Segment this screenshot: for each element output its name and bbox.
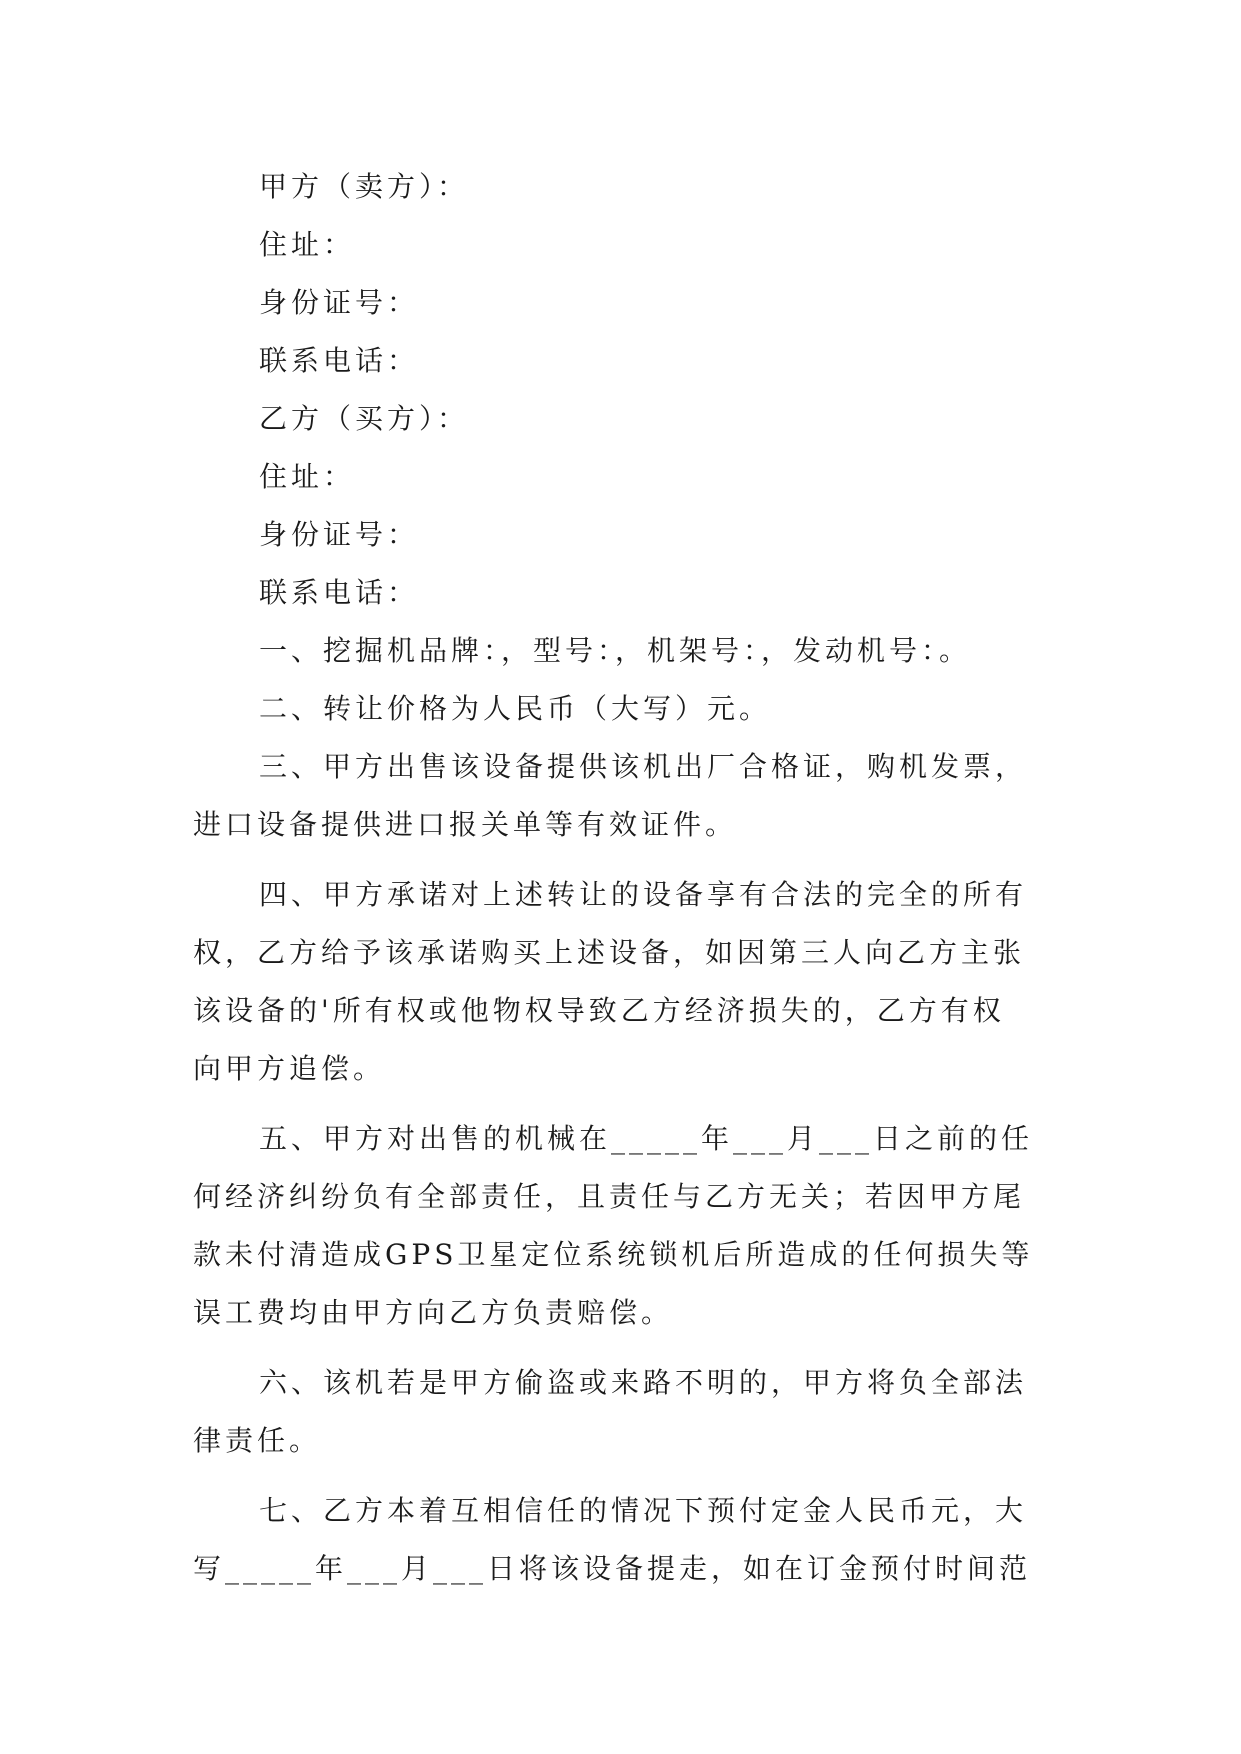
clause-5-line: 何经济纠纷负有全部责任，且责任与乙方无关；若因甲方尾 bbox=[193, 1180, 1026, 1213]
seller-address-label: 住址： bbox=[259, 228, 356, 261]
document-body bbox=[193, 158, 1063, 1598]
clause-2: 二、转让价格为人民币（大写）元。 bbox=[259, 692, 772, 725]
clause-3-line: 进口设备提供进口报关单等有效证件。 bbox=[193, 808, 738, 841]
buyer-id-label: 身份证号： bbox=[259, 518, 420, 551]
clause-1: 一、挖掘机品牌：，型号：，机架号：，发动机号：。 bbox=[259, 634, 972, 667]
buyer-heading: 乙方（买方）： bbox=[259, 402, 470, 435]
clause-6-line: 六、该机若是甲方偷盗或来路不明的，甲方将负全部法 bbox=[259, 1366, 1028, 1399]
clause-5-line: 误工费均由甲方向乙方负责赔偿。 bbox=[193, 1296, 674, 1329]
seller-phone-label: 联系电话： bbox=[259, 344, 420, 377]
clause-5-line: 五、甲方对出售的机械在_____年___月___日之前的任 bbox=[259, 1122, 1034, 1155]
clause-4-line: 向甲方追偿。 bbox=[193, 1052, 386, 1085]
clause-4-line: 权，乙方给予该承诺购买上述设备，如因第三人向乙方主张 bbox=[193, 936, 1026, 969]
clause-6-line: 律责任。 bbox=[193, 1424, 322, 1457]
buyer-phone-label: 联系电话： bbox=[259, 576, 420, 609]
clause-5-line: 款未付清造成GPS卫星定位系统锁机后所造成的任何损失等 bbox=[193, 1238, 1034, 1271]
buyer-address-label: 住址： bbox=[259, 460, 356, 493]
clause-4-line: 四、甲方承诺对上述转让的设备享有合法的完全的所有 bbox=[259, 878, 1028, 911]
clause-7-line: 写_____年___月___日将该设备提走，如在订金预付时间范 bbox=[193, 1552, 1032, 1585]
clause-4-line: 该设备的'所有权或他物权导致乙方经济损失的，乙方有权 bbox=[193, 994, 1005, 1027]
seller-id-label: 身份证号： bbox=[259, 286, 420, 319]
clause-3-line: 三、甲方出售该设备提供该机出厂合格证，购机发票， bbox=[259, 750, 1028, 783]
clause-7-line: 七、乙方本着互相信任的情况下预付定金人民币元，大 bbox=[259, 1494, 1028, 1527]
seller-heading: 甲方（卖方）： bbox=[259, 170, 470, 203]
